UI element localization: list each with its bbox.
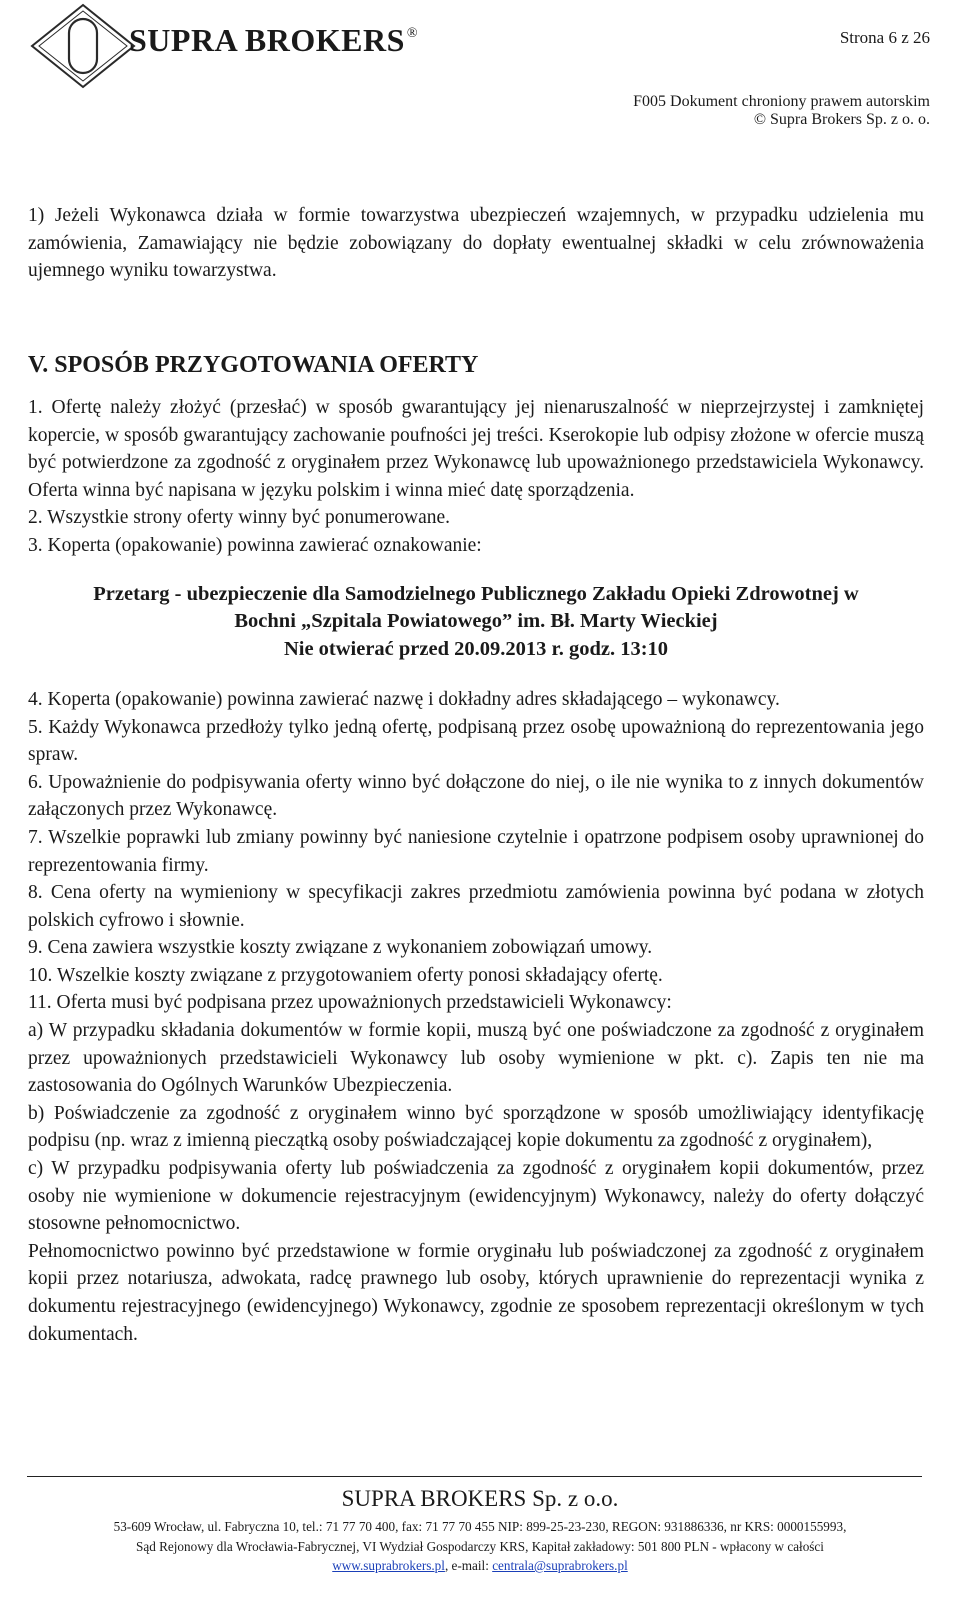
brand-name: SUPRA BROKERS ® bbox=[129, 22, 419, 58]
supra-brokers-logo-icon bbox=[28, 2, 138, 90]
email-label: , e-mail: bbox=[444, 1558, 493, 1573]
list-item: 9. Cena zawiera wszystkie koszty związane z wykonaniem zobowiązań umowy. bbox=[28, 937, 653, 959]
envelope-line: Bochni „Szpitala Powiatowego” im. Bł. Marty Wieckiej bbox=[234, 610, 718, 633]
page-number: Strona 6 z 26 bbox=[839, 28, 930, 47]
list-item: 6. Upoważnienie do podpisywania oferty winno być dołączone do niej, o ile nie wynika to z innych dokumentów załączonych przez Wykonawcę. bbox=[28, 771, 924, 821]
email-link[interactable]: centrala@suprabrokers.pl bbox=[492, 1558, 628, 1573]
list-item: 7. Wszelkie poprawki lub zmiany powinny być naniesione czytelnie i opatrzone podpisem osoby uprawnionej do reprezentowania firmy. bbox=[28, 826, 924, 876]
list-item: 5. Każdy Wykonawca przedłoży tylko jedną ofertę, podpisaną przez osobę upoważnioną do reprezentowania jego spraw. bbox=[28, 716, 924, 766]
footer-court: Sąd Rejonowy dla Wrocławia-Fabrycznej, VI Wydział Gospodarczy KRS, Kapitał zakładowy: 501 800 PLN - wpłacony w całości bbox=[136, 1539, 824, 1554]
section-body bbox=[28, 394, 924, 1348]
footer-company: SUPRA BROKERS Sp. z o.o. bbox=[341, 1486, 619, 1511]
footer-contact bbox=[0, 1558, 960, 1574]
section-title: V. SPOSÓB PRZYGOTOWANIA OFERTY bbox=[28, 352, 479, 378]
list-item: 3. Koperta (opakowanie) powinna zawierać oznakowanie: bbox=[28, 534, 482, 556]
list-item: 11. Oferta musi być podpisana przez upoważnionych przedstawicieli Wykonawcy: bbox=[28, 992, 672, 1014]
list-item: 4. Koperta (opakowanie) powinna zawierać nazwę i dokładny adres składającego – wykonawcy. bbox=[28, 688, 780, 710]
footer-address: 53-609 Wrocław, ul. Fabryczna 10, tel.: 71 77 70 400, fax: 71 77 70 455 NIP: 899-25-23-230, REGON: 931886336, nr KRS: 0000155993, bbox=[113, 1519, 847, 1534]
sub-item: c) W przypadku podpisywania oferty lub poświadczenia za zgodność z oryginałem kopii dokumentów, przez osoby nie wymienione w dokumencie rejestracyjnym (ewidencyjnym) Wykonawcy, należy do oferty dołączyć stosowne pełnomocnictwo. bbox=[28, 1158, 924, 1235]
list-item: 1. Ofertę należy złożyć (przesłać) w sposób gwarantujący jej nienaruszalność w nieprzejrzystej i zamkniętej kopercie, w sposób gwarantujący zachowanie poufności jej treści. Kserokopie lub odpisy złożone w ofercie muszą być potwierdzone za zgodność z oryginałem przez Wykonawcę lub upoważnionego przedstawiciela Wykonawcy. Oferta winna być napisana w języku polskim i winna mieć datę sporządzenia. bbox=[28, 397, 924, 501]
list-item: 10. Wszelkie koszty związane z przygotowaniem oferty ponosi składający ofertę. bbox=[28, 964, 663, 986]
closing-paragraph: Pełnomocnictwo powinno być przedstawione w formie oryginału lub poświadczonej za zgodność z oryginałem kopii przez notariusza, adwokata, radcę prawnego lub osoby, których uprawnienie do reprezentacji wynika z dokumentu rejestracyjnego (ewidencyjnego) Wykonawcy, zgodnie ze sposobem reprezentacji określonym w tych dokumentach. bbox=[28, 1240, 924, 1345]
intro-paragraph: 1) Jeżeli Wykonawca działa w formie towarzystwa ubezpieczeń wzajemnych, w przypadku udzielenia mu zamówienia, Zamawiający nie będzie zobowiązany do dopłaty ewentualnej składki w celu zrównoważenia ujemnego wyniku towarzystwa. bbox=[28, 205, 924, 282]
list-item: 8. Cena oferty na wymieniony w specyfikacji zakres przedmiotu zamówienia powinna być podana w złotych polskich cyfrowo i słownie. bbox=[28, 882, 924, 931]
sub-item: a) W przypadku składania dokumentów w formie kopii, muszą być one poświadczone za zgodność z oryginałem przez upoważnionych przedstawicieli Wykonawcy lub osoby wymienione w pkt. c). Zapis ten nie ma zastosowania do Ogólnych Warunków Ubezpieczenia. bbox=[28, 1020, 924, 1097]
envelope-deadline: Nie otwierać przed 20.09.2013 r. godz. 13:10 bbox=[283, 638, 669, 661]
envelope-line: Przetarg - ubezpieczenie dla Samodzielnego Publicznego Zakładu Opieki Zdrowotnej w bbox=[93, 582, 859, 605]
footer-divider bbox=[27, 1476, 922, 1477]
list-item: 2. Wszystkie strony oferty winny być ponumerowane. bbox=[28, 507, 451, 529]
envelope-marking bbox=[28, 581, 924, 664]
website-link[interactable]: www.suprabrokers.pl bbox=[332, 1558, 445, 1573]
copyright-notice: F005 Dokument chroniony prawem autorskim © Supra Brokers Sp. z o. o. bbox=[633, 93, 930, 128]
sub-item: b) Poświadczenie za zgodność z oryginałem winno być sporządzone w sposób umożliwiający identyfikację podpisu (np. wraz z imienną pieczątką osoby poświadczającej kopie dokumentu za zgodność z oryginałem), bbox=[28, 1102, 924, 1152]
